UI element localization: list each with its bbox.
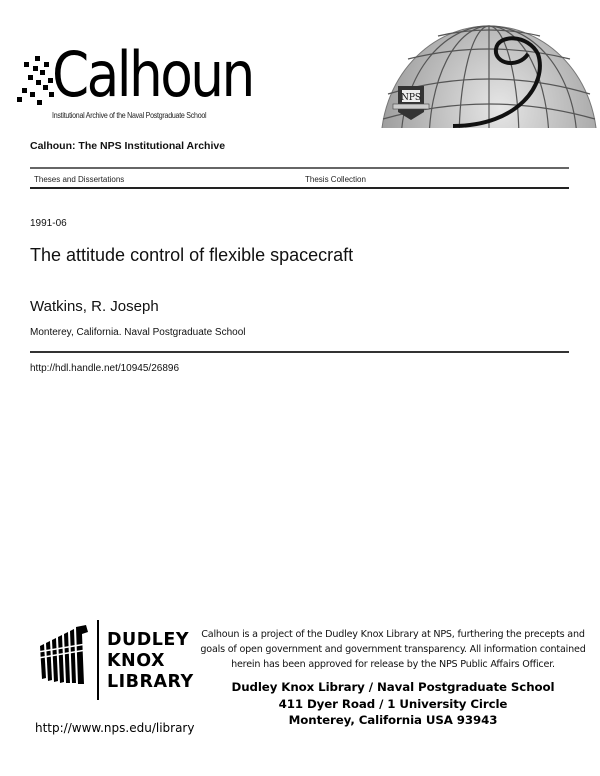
calhoun-logo: Calhoun [52,38,253,111]
disclaimer-line: Calhoun is a project of the Dudley Knox Library at NPS, furthering the precepts and [201,629,585,640]
logo-line-knox: KNOX [107,651,165,671]
library-logo-text [107,630,194,693]
handle-link[interactable]: http://hdl.handle.net/10945/26896 [30,363,180,374]
svg-text:NPS: NPS [400,93,422,103]
disclaimer-line: goals of open government and government transparency. All information contained [200,644,586,655]
record-title: The attitude control of flexible spacecraft [30,245,354,265]
disclaimer-line: herein has been approved for release by the NPS Public Affairs Officer. [231,659,555,670]
record-publisher: Monterey, California. Naval Postgraduate School [30,327,246,338]
record-author: Watkins, R. Joseph [30,298,159,315]
divider [30,167,569,169]
logo-line-dudley: DUDLEY [107,630,190,650]
logo-line-library: LIBRARY [107,672,194,692]
library-logo-divider [97,620,99,700]
divider [30,351,569,353]
collection-name: Thesis Collection [305,175,366,184]
archive-title: Calhoun: The NPS Institutional Archive [30,140,226,152]
address-line: Monterey, California USA 93943 [288,713,498,727]
dudley-knox-organ-icon [38,622,93,684]
calhoun-pixel-icon [0,0,60,110]
address-line: Dudley Knox Library / Naval Postgraduate School [231,680,555,694]
calhoun-logo-subtitle: Institutional Archive of the Naval Postgraduate School [52,110,207,120]
library-address [192,679,594,729]
library-link[interactable]: http://www.nps.edu/library [35,721,195,735]
address-line: 411 Dyer Road / 1 University Circle [278,696,508,711]
divider [30,187,569,189]
record-date: 1991-06 [30,218,67,229]
disclaimer [192,627,594,672]
collection-community: Theses and Dissertations [34,175,125,184]
globe-image [378,24,600,128]
